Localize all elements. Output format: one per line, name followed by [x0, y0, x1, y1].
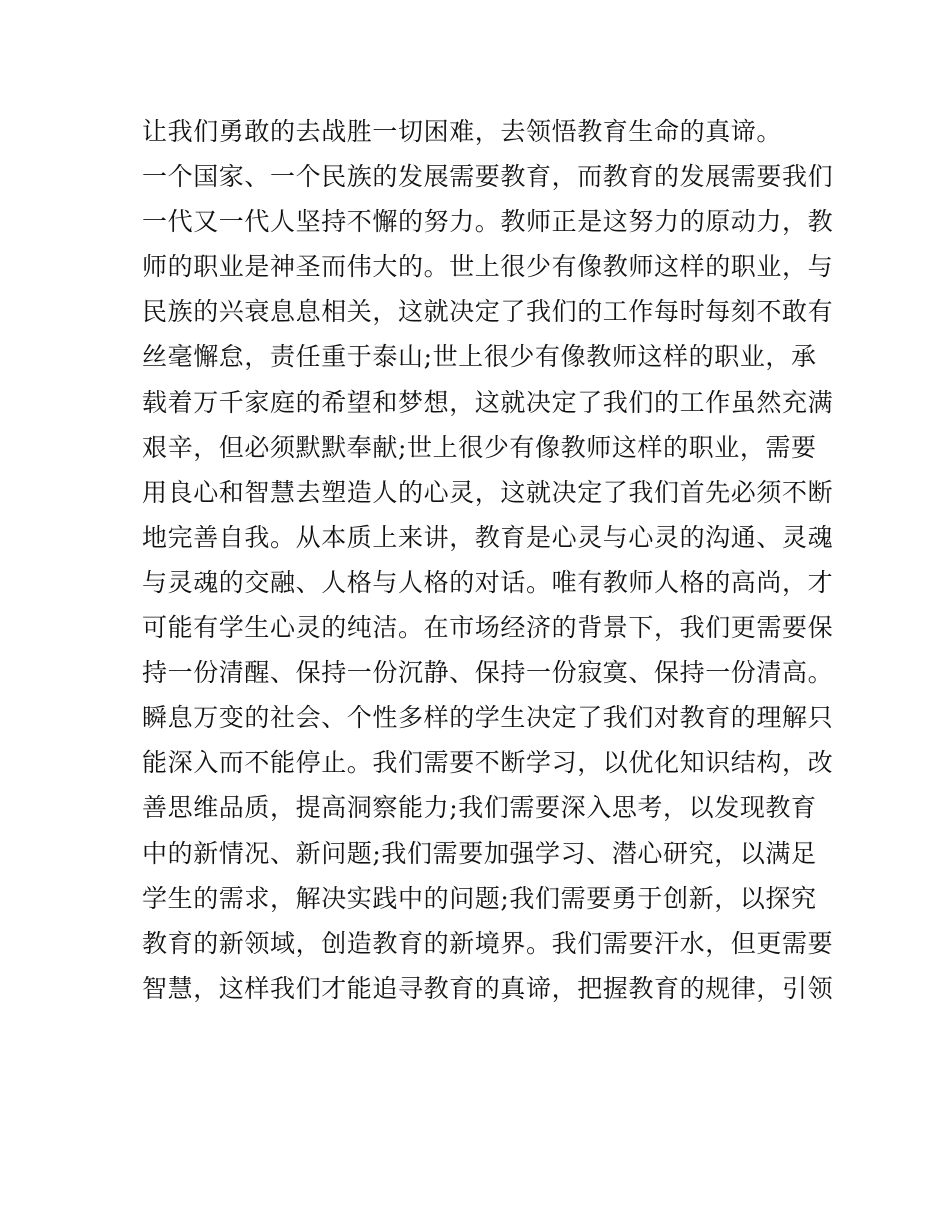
text-line-15: 能深入而不能停止。我们需要不断学习，以优化知识结构，改 — [142, 748, 834, 778]
body-text — [142, 109, 834, 1011]
text-line-7: 载着万千家庭的希望和梦想，这就决定了我们的工作虽然充满 — [142, 387, 834, 417]
text-line-20: 智慧，这样我们才能追寻教育的真谛，把握教育的规律，引领 — [142, 973, 834, 1003]
text-line-3: 一代又一代人坚持不懈的努力。教师正是这努力的原动力，教 — [142, 207, 834, 237]
text-line-4: 师的职业是神圣而伟大的。世上很少有像教师这样的职业，与 — [142, 252, 834, 282]
text-line-16: 善思维品质，提高洞察能力;我们需要深入思考，以发现教育 — [142, 793, 817, 823]
text-line-5: 民族的兴衰息息相关，这就决定了我们的工作每时每刻不敢有 — [142, 297, 834, 327]
text-line-10: 地完善自我。从本质上来讲，教育是心灵与心灵的沟通、灵魂 — [142, 522, 834, 552]
text-line-6: 丝毫懈怠，责任重于泰山;世上很少有像教师这样的职业，承 — [142, 342, 817, 372]
text-line-2: 一个国家、一个民族的发展需要教育，而教育的发展需要我们 — [142, 162, 834, 192]
text-line-18: 学生的需求，解决实践中的问题;我们需要勇于创新，以探究 — [142, 883, 817, 913]
text-line-17: 中的新情况、新问题;我们需要加强学习、潜心研究，以满足 — [142, 838, 817, 868]
text-line-12: 可能有学生心灵的纯洁。在市场经济的背景下，我们更需要保 — [142, 613, 834, 643]
text-line-9: 用良心和智慧去塑造人的心灵，这就决定了我们首先必须不断 — [142, 477, 834, 507]
text-line-13: 持一份清醒、保持一份沉静、保持一份寂寞、保持一份清高。 — [142, 658, 834, 688]
text-line-19: 教育的新领域，创造教育的新境界。我们需要汗水，但更需要 — [142, 928, 834, 958]
text-line-1: 让我们勇敢的去战胜一切困难，去领悟教育生命的真谛。 — [142, 117, 783, 146]
text-line-8: 艰辛，但必须默默奉献;世上很少有像教师这样的职业，需要 — [142, 432, 817, 462]
text-line-11: 与灵魂的交融、人格与人格的对话。唯有教师人格的高尚，才 — [142, 567, 834, 597]
text-line-14: 瞬息万变的社会、个性多样的学生决定了我们对教育的理解只 — [142, 703, 834, 733]
